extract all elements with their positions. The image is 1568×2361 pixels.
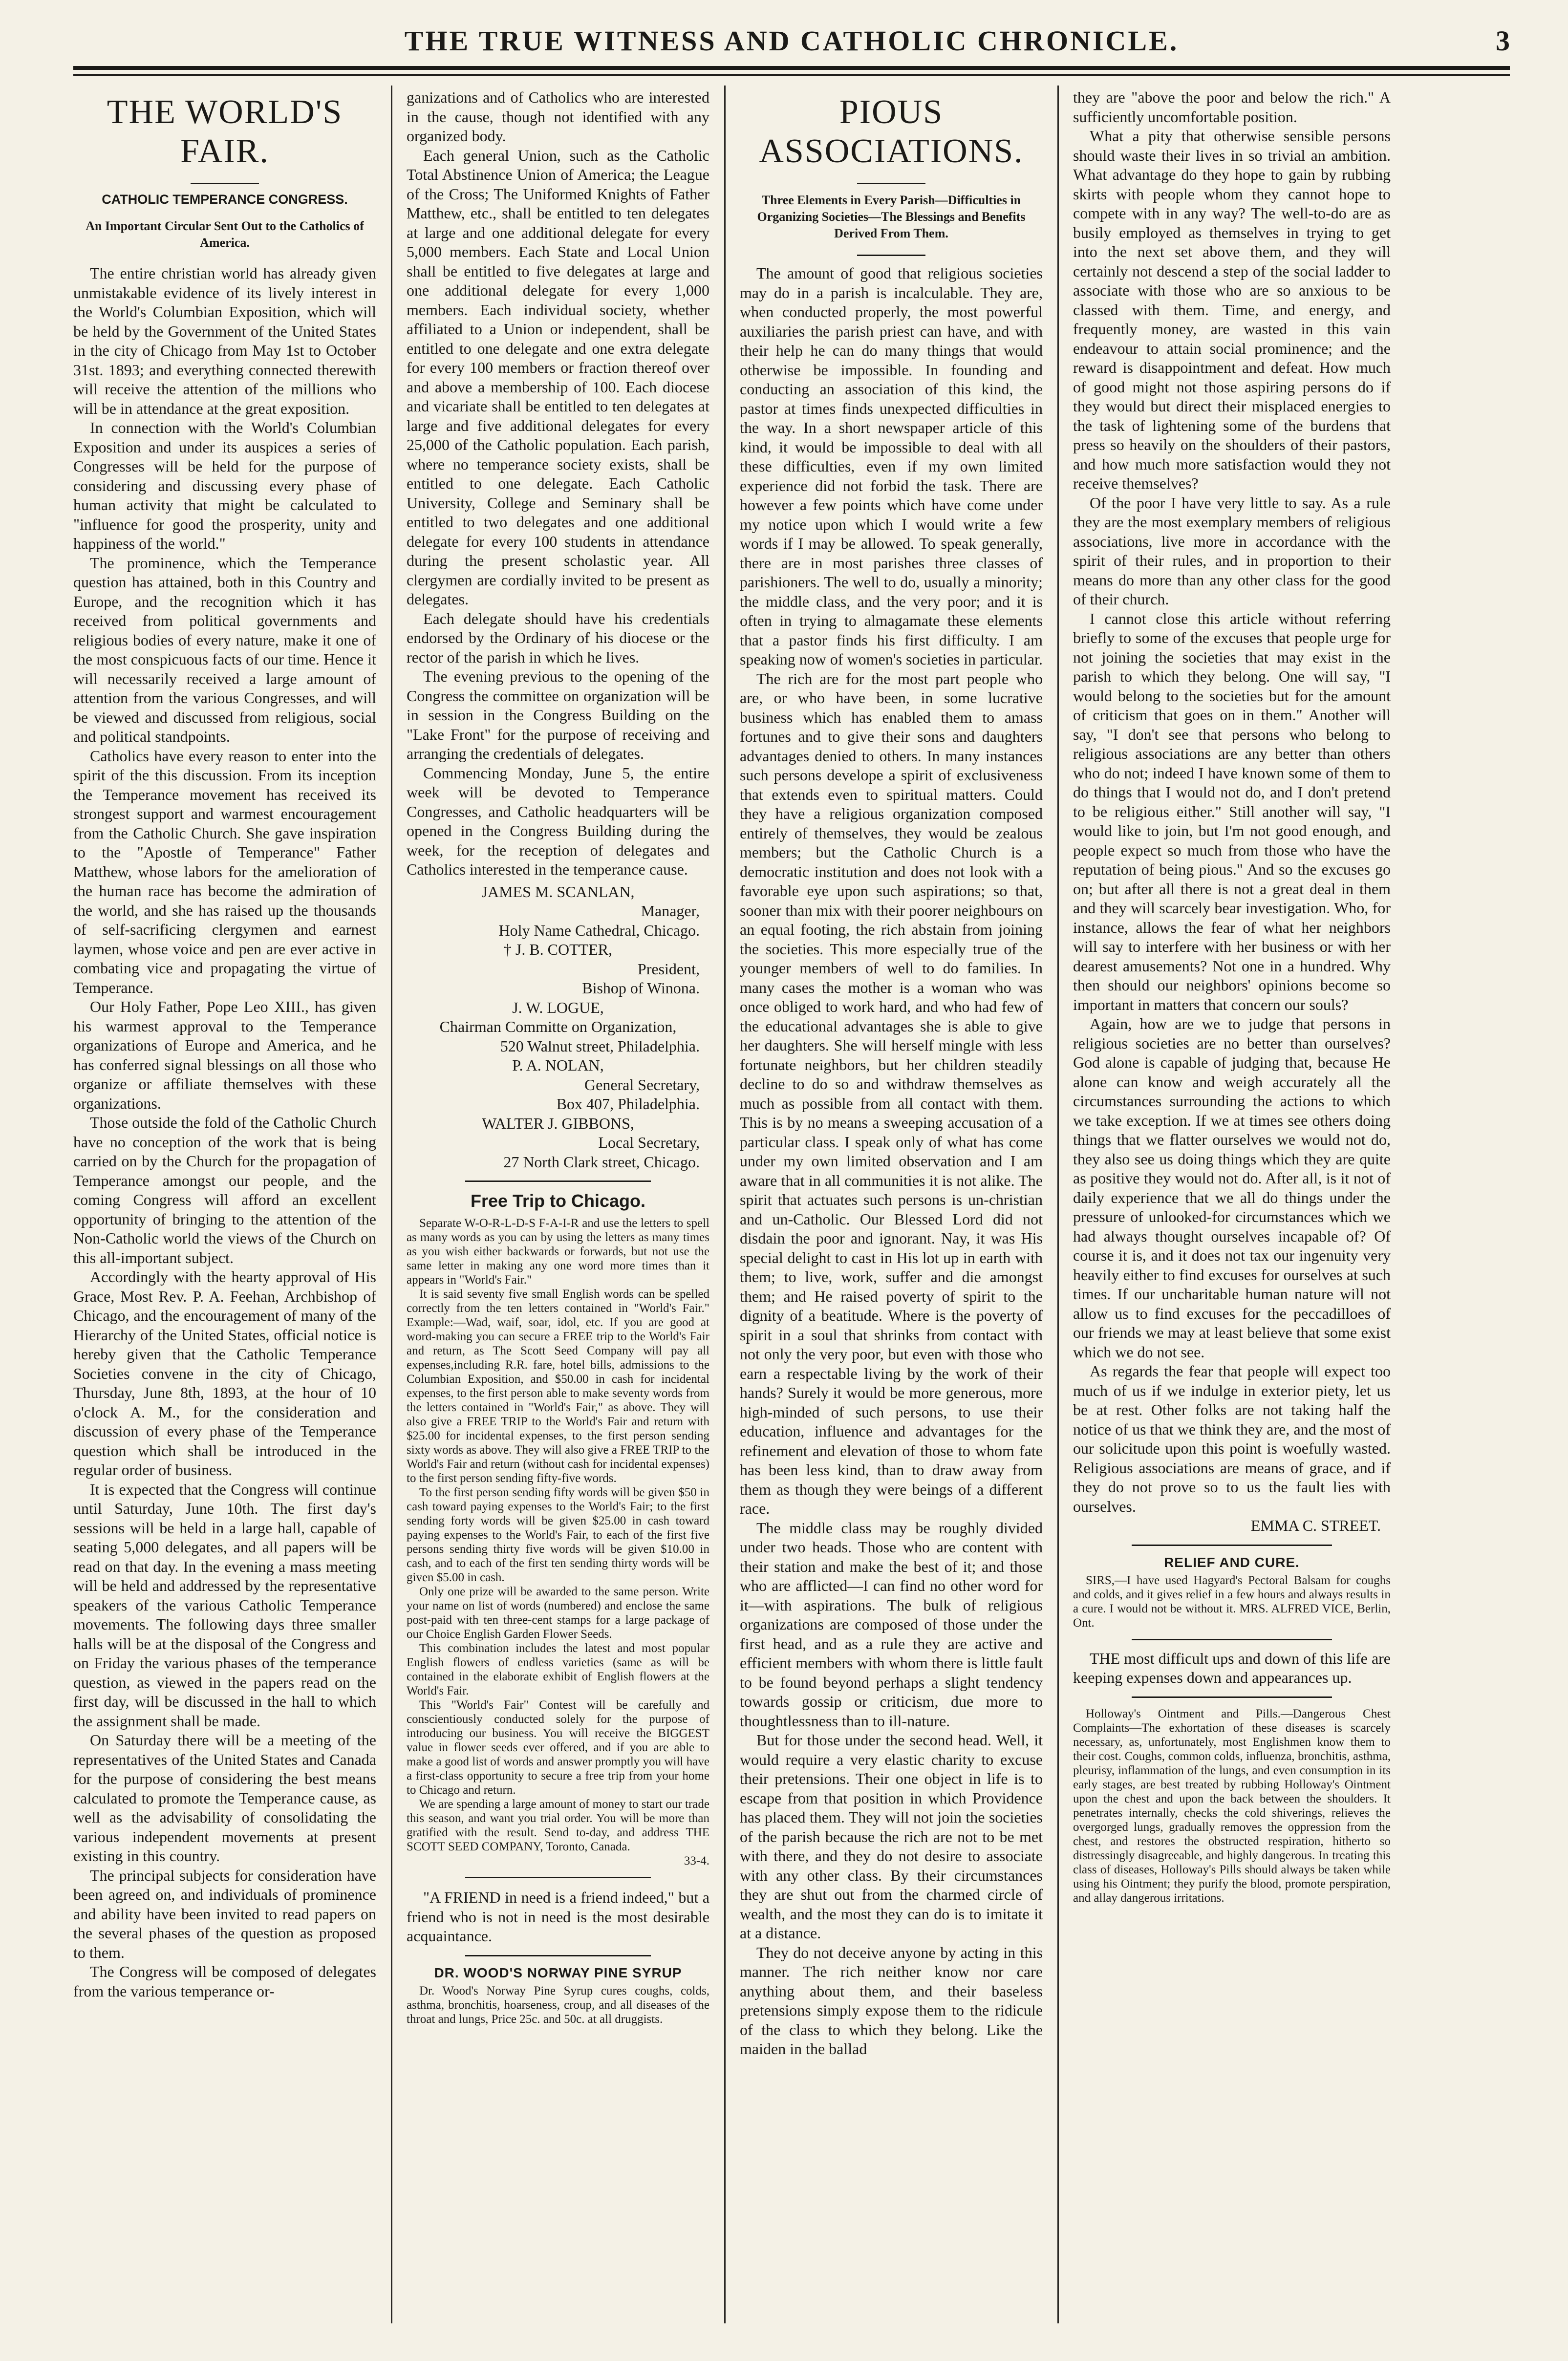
column-4 [1073, 88, 1391, 2336]
ad-title: DR. WOOD'S NORWAY PINE SYRUP [434, 1965, 682, 1980]
paragraph: The Congress will be composed of delegates from the various temperance or- [73, 1963, 376, 2000]
paragraph: Commencing Monday, June 5, the entire week will be devoted to Temperance Congresses, and Catholic headquarters will be opened in the Congress Building during the week, for the reception of delegates and Catholics interested in the temperance cause. [407, 764, 709, 878]
masthead-rule-thin [73, 74, 1510, 76]
signature-line: Holy Name Cathedral, Chicago. [498, 921, 700, 939]
separator [857, 255, 925, 256]
paragraph: Each general Union, such as the Catholic Total Abstinence Union of America; the League of the Cross; The Uniformed Knights of Father Matthew, etc., shall be entitled to ten delegates at large and one additional delegate for every 5,000 members. Each State and Local Union shall be entitled to five delegates at large and one additional delegate for every 1,000 members. Each individual society, whether affiliated to a Union or independent, shall be entitled to one delegate and one extra delegate for every 100 members or fraction thereof over and above a membership of 100. Each diocese and vicariate shall be entitled to ten delegates at large and five additional delegates for every 25,000 of the Catholic population. Each parish, where no temperance society exists, shall be entitled to one delegate. Each Catholic University, College and Seminary shall be entitled to two delegates and one additional delegate for every 100 students in attendance during the present scholastic year. All clergymen are cordially invited to be present as delegates. [407, 146, 709, 608]
paragraph: Those outside the fold of the Catholic Church have no conception of the work that is being carried on by the Church for the propagation of Temperance amongst our people, and the coming Congress will afford an excellent opportunity of bringing to the attention of the Non-Catholic world the views of the Church on this all-important subject. [73, 1114, 376, 1266]
column-1 [73, 88, 376, 2336]
column-2 [407, 88, 709, 2336]
paragraph: Our Holy Father, Pope Leo XIII., has given his warmest approval to the Temperance organizations of Europe and America, and he has conferred signal blessings on all those who organize or affiliate themselves with these organizations. [73, 998, 376, 1112]
paragraph: Catholics have every reason to enter into the spirit of the this discussion. From its inception the Temperance movement has received its strongest support and warmest encouragement from the Catholic Church. She gave inspiration to the "Apostle of Temperance" Father Matthew, whose labors for the amelioration of the human race has become the admiration of the world, and she has raised up the thousands of self-sacrificing clergymen and earnest laymen, whose voice and pen are ever active in combating vice and propagating the virtue of Temperance. [73, 747, 376, 996]
paragraph: I cannot close this article without referring briefly to some of the excuses that people urge for not joining the societies that may exist in the parish to which they belong. One will say, "I would belong to the societies but for the amount of criticism that goes on in them." Another will say, "I don't see that persons who belong to religious associations are any better than others who do not; indeed I have known some of them to do things that I would not do, and I don't pretend to be religious either." Still another will say, "I would like to join, but I'm not good enough, and people expect so much from those who have the reputation of being pious." And so the excuses go on; but after all there is not a great deal in them and they will scarcely bear investigation. Who, for instance, allows the fear of what her neighbors will say to interfere with her business or with her dearest amusements? Not one in a hundred. Why then should our neighbors' opinions become so important in matters that concern our souls? [1073, 609, 1391, 1013]
paragraph: they are "above the poor and below the rich." A sufficiently uncomfortable position. [1073, 88, 1391, 126]
contest-paragraph: It is said seventy five small English words can be spelled correctly from the ten letters contained in "World's Fair." Example:—Wad, waif, soar, idol, etc. If you are good at word-making you can secure a FREE trip to the World's Fair and return, as The Scott Seed Company will pay all expenses,including R.R. fare, hotel bills, admissions to the Columbian Exposition, and $50.00 in cash for incidental expenses, to the first person able to make seventy words from the letters contained in "World's Fair," as above. They will also give a FREE TRIP to the World's Fair and return with $25.00 for incidental expenses, to the first person sending sixty words as above. They will also give a FREE TRIP to the World's Fair and return (without cash for incidental expenses) to the first person sending fifty-five words. [407, 1288, 709, 1485]
masthead-rule-thick [73, 66, 1510, 70]
signature-line: WALTER J. GIBBONS, [482, 1114, 634, 1132]
signature-line: J. W. LOGUE, [512, 998, 604, 1016]
separator [1132, 1639, 1332, 1640]
column-divider [1057, 86, 1059, 2323]
column-divider [391, 86, 392, 2323]
article-subheading: CATHOLIC TEMPERANCE CONGRESS. [102, 192, 348, 207]
contest-paragraph: This combination includes the latest and most popular English flowers of endless varieties (same as will be contained in the elaborate exhibit of English flowers at the World's Fair. [407, 1642, 709, 1697]
newspaper-title: THE TRUE WITNESS AND CATHOLIC CHRONICLE. [404, 25, 1179, 57]
paragraph: The rich are for the most part people who are, or who have been, in some lucrative business which has enabled them to amass fortunes and to give their sons and daughters advantages denied to others. In many instances such persons develope a spirit of exclusiveness that extends even to spiritual matters. Could they have a religious organization composed entirely of themselves, they would be zealous members; but the Catholic Church is a democratic institution and does not look with a favorable eye upon such aspirations; so that, sooner than mix with their poorer neighbours on an equal footing, the rich abstain from joining the societies. This more especially true of the younger members of well to do families. In many cases the mother is a woman who was once obliged to work hard, and who had few of the educational advantages she is able to give her daughters. She will herself mingle with less fortunate neighbors, but her children steadily decline to do so and withdraw themselves as much as possible from all contact with them. This is by no means a sweeping accusation of a particular class. I speak only of what has come under my own limited observation and I am aware that in all communities it is not alike. The spirit that actuates such persons is un-christian and un-Catholic. Our Blessed Lord did not disdain the poor and ignorant. Nay, it was His special delight to cast in His lot up in earth with them; to live, work, suffer and die amongst them; and He raised poverty of spirit to the dignity of a beatitude. Where is the poverty of spirit in a soul that shrinks from contact with not only the very poor, but even with those who earn a respectable living by the work of their hands? Surely it would be more generous, more high-minded of such persons, to use their education, influence and advantages for the refinement and elevation of those to whom fate has been less kind, than to draw away from them as though they were beings of a different race. [740, 669, 1043, 1517]
paragraph: It is expected that the Congress will continue until Saturday, June 10th. The first day's sessions will be held in a large hall, capable of seating 5,000 delegates, and all papers will be read on that day. In the evening a mass meeting will be held and addressed by the representative speakers of the various Catholic Temperance movements. The following days three smaller halls will be at the disposal of the Congress and on Friday the various phases of the temperance question, as viewed in the papers read on the first day, will be discussed in the hall to which the assignment shall be made. [73, 1480, 376, 1730]
paragraph: As regards the fear that people will expect too much of us if we indulge in exterior piety, let us be at rest. Other folks are not taking half the notice of us that we think they are, and the most of our solicitude upon this point is woefully wasted. Religious associations are means of grace, and if they do not prove so to us the fault lies with ourselves. [1073, 1362, 1391, 1515]
article-heading-pious-associations: PIOUS ASSOCIATIONS. [759, 93, 1024, 170]
separator [465, 1877, 651, 1878]
relief-title: RELIEF AND CURE. [1164, 1554, 1300, 1570]
paragraph: The principal subjects for consideration have been agreed on, and individuals of prominence and ability have been invited to read papers on the several phases of the question as proposed to them. [73, 1866, 376, 1961]
contest-paragraph: Separate W-O-R-L-D-S F-A-I-R and use the letters to spell as many words as you can by using the letters as many times as you wish either backwards or forwards, but not use the same letter in making any one word more times than it appears in "World's Fair." [407, 1217, 709, 1287]
column-3 [740, 88, 1043, 2336]
contest-paragraph: Only one prize will be awarded to the same person. Write your name on list of words (numbered) and enclose the same post-paid with ten three-cent stamps for a large package of our Choice English Garden Flower Seeds. [407, 1585, 709, 1641]
signature-line: Manager, [641, 902, 700, 920]
signature-line: President, [637, 960, 700, 978]
signature-line: Bishop of Winona. [582, 979, 700, 997]
signature-line: P. A. NOLAN, [512, 1056, 604, 1074]
ad-text: Dr. Wood's Norway Pine Syrup cures coughs, colds, asthma, bronchitis, hoarseness, croup, and all diseases of the throat and lungs, Price 25c. and 50c. at all druggists. [407, 1984, 709, 2026]
paragraph: The amount of good that religious societies may do in a parish is incalculable. They are, when conducted properly, the most powerful auxiliaries the parish priest can have, and with their help he can do many things that would otherwise be impossible. In founding and conducting an association of this kind, the pastor at times finds unexpected difficulties in the way. In a short newspaper article of this kind, it would be impossible to deal with all these difficulties, even if my own limited experience did not forbid the task. There are however a few points which have come under my notice upon which I would write a few words if I may be allowed. To speak generally, there are in most parishes three classes of parishioners. The well to do, usually a minority; the middle class, and the very poor; and it is often in trying to almagamate these elements that a pastor finds his first difficulty. I am speaking now of women's societies in particular. [740, 264, 1043, 668]
separator [1132, 1545, 1332, 1546]
separator [465, 1955, 651, 1956]
signature-line: † J. B. COTTER, [503, 941, 613, 958]
signature-line: 27 North Clark street, Chicago. [503, 1153, 700, 1171]
article-deck: An Important Circular Sent Out to the Catholics of America. [86, 219, 364, 250]
paragraph: The prominence, which the Temperance question has attained, both in this Country and Europe, and the recognition which it has received from political governments and religious bodies of every nature, make it one of the most conspicuous facts of our time. Hence it will necessarily received a large amount of attention from the various Congresses, and will be viewed and discussed from religious, social and political standpoints. [73, 554, 376, 745]
signature-line: 520 Walnut street, Philadelphia. [500, 1037, 700, 1055]
contest-title: Free Trip to Chicago. [470, 1191, 646, 1211]
paragraph: The entire christian world has already given unmistakable evidence of its lively interest in the World's Columbian Exposition, which will be held by the Government of the United States in the city of Chicago from May 1st to October 31st. 1893; and everything connected therewith will receive the attention of the millions who will be in attendance at the great exposition. [73, 264, 376, 417]
paragraph: In connection with the World's Columbian Exposition and under its auspices a series of Congresses will be held for the purpose of considering and discussing every phase of human activity that might be calculated to "influence for good the prosperity, unity and happiness of the world." [73, 419, 376, 552]
article-deck: Three Elements in Every Parish—Difficulties in Organizing Societies—The Blessings and Benefits Derived From Them. [757, 193, 1026, 240]
relief-text: SIRS,—I have used Hagyard's Pectoral Balsam for coughs and colds, and it gives relief in a few hours and always results in a cure. I would not be without it. MRS. ALFRED VICE, Berlin, Ont. [1073, 1573, 1391, 1630]
separator [1132, 1696, 1332, 1698]
separator [465, 1180, 651, 1182]
contest-paragraph: We are spending a large amount of money to start our trade this season, and want you trial order. You will be more than gratified with the result. Send to-day, and address THE SCOTT SEED COMPANY, Toronto, Canada. [407, 1798, 709, 1853]
friend-quote: "A FRIEND in need is a friend indeed," but a friend who is not in need is the most desirable acquaintance. [407, 1889, 709, 1945]
holloway-ad: Holloway's Ointment and Pills.—Dangerous Chest Complaints—The exhortation of these diseases is scarcely necessary, as, unfortunately, most Englishmen know them to their cost. Coughs, common colds, influenza, bronchitis, asthma, pleurisy, inflammation of the lungs, and even consumption in its early stages, are best treated by rubbing Holloway's Ointment upon the chest and upon the back between the shoulders. It penetrates internally, checks the cold shiverings, relieves the overgorged lungs, gradually removes the oppression from the chest, and restores the obstructed respiration, hitherto so distressingly disagreeable, and highly dangerous. In treating this class of diseases, Holloway's Pills should always be taken while using his Ointment; they purify the blood, promote perspiration, and allay dangerous irritations. [1073, 1707, 1391, 1905]
page-number: 3 [1496, 25, 1510, 57]
signature-line: General Secretary, [584, 1075, 700, 1094]
signature-line: Chairman Committe on Organization, [439, 1018, 677, 1035]
signature-block [407, 882, 709, 1172]
signature-line: JAMES M. SCANLAN, [481, 882, 635, 901]
expenses-note: THE most difficult ups and down of this life are keeping expenses down and appearances up. [1073, 1649, 1391, 1686]
paragraph: Accordingly with the hearty approval of His Grace, Most Rev. P. A. Feehan, Archbishop of Chicago, and the encouragement of many of the Hierarchy of the United States, official notice is hereby given that the Catholic Temperance Societies convene in the city of Chicago, Thursday, June 8th, 1893, at the hour of 10 o'clock A. M., for the consideration and discussion of every phase of the Temperance question which shall be introduced in the regular order of business. [73, 1268, 376, 1479]
paragraph: Each delegate should have his credentials endorsed by the Ordinary of his diocese or the rector of the parish in which he lives. [407, 609, 709, 666]
paragraph: The middle class may be roughly divided under two heads. Those who are content with their station and make the best of it; and those who are afflicted—I can find no other word for it—with aspirations. The bulk of religious organizations are composed of those under the first head, and as a rule they are active and efficient members with whom there is little fault to be found beyond perhaps a slight tendency towards gossip or criticism, due more to thoughtlessness than to ill-nature. [740, 1519, 1043, 1730]
contest-code: 33-4. [684, 1854, 709, 1867]
separator [191, 183, 259, 184]
article-heading-worlds-fair: THE WORLD'S FAIR. [107, 93, 343, 170]
signature-line: Local Secretary, [598, 1134, 700, 1151]
paragraph: ganizations and of Catholics who are interested in the cause, though not identified with any organized body. [407, 88, 709, 145]
contest-paragraph: This "World's Fair" Contest will be carefully and conscientiously conducted solely for the purpose of introducing our business. You will receive the BIGGEST value in flower seeds ever offered, and if you are able to make a good list of words and answer promptly you will have a first-class opportunity to secure a free trip from your home to Chicago and return. [407, 1698, 709, 1797]
paragraph: They do not deceive anyone by acting in this manner. The rich neither know nor care anything about them, and their baseless pretensions simply expose them to the ridicule of the class to which they belong. Like the maiden in the ballad [740, 1943, 1043, 2058]
contest-paragraph: To the first person sending fifty words will be given $50 in cash toward paying expenses to the World's Fair; to the first sending forty words will be given $25.00 in cash toward paying expenses to the World's Fair, to each of the first five persons sending thirty five words will be given $10.00 in cash, and to each of the first ten sending thirty words will be given $5.00 in cash. [407, 1486, 709, 1584]
author-signature: EMMA C. STREET. [1250, 1517, 1381, 1534]
signature-line: Box 407, Philadelphia. [556, 1095, 700, 1113]
paragraph: On Saturday there will be a meeting of the representatives of the United States and Canada for the purpose of considering the best means calculated to promote the Temperance cause, as well as the advisability of consolidating the various independent movements at present existing in this country. [73, 1731, 376, 1865]
separator [857, 183, 925, 184]
paragraph: Of the poor I have very little to say. As a rule they are the most exemplary members of religious associations, live more in accordance with the spirit of their rules, and in proportion to their means do more than any other class for the good of their church. [1073, 494, 1391, 608]
paragraph: Again, how are we to judge that persons in religious societies are no better than ourselves? God alone is capable of judging that, because He alone can know and weigh accurately all the circumstances surrounding the actions to which we take exception. If we at times see others doing things that we flatter ourselves we would not do, they also see us doing things which they are quite as positive they would not do. After all, is it not of daily experience that we all do things under the pressure of unlooked-for circumstances which we had always thought ourselves incapable of? Of course it is, and it does not tax our ingenuity very heavily either to find excuses for ourselves at such times. If our uncharitable human nature will not allow us to find excuses for the peccadilloes of our friends we may at least believe that some exist which we do not see. [1073, 1015, 1391, 1361]
column-divider [724, 86, 726, 2323]
paragraph: But for those under the second head. Well, it would require a very elastic charity to excuse their pretensions. Their one object in life is to escape from that position in which Providence has placed them. They will not join the societies of the parish because the rich are not to be met with there, and they do not desire to associate with any other class. By their circumstances they are shut out from the charmed circle of wealth, and the most they can do is to imitate it at a distance. [740, 1731, 1043, 1942]
paragraph: What a pity that otherwise sensible persons should waste their lives in so trivial an ambition. What advantage do they hope to gain by rubbing skirts with people whom they cannot hope to compete with in any way? The well-to-do are as busily employed as themselves in trying to get into the next set above them, and they will certainly not descend a step of the social ladder to associate with those who are so anxious to be classed with them. Time, and energy, and frequently money, are wasted in this vain endeavour to attain social prominence; and the reward is disappointment and defeat. How much of good might not those aspiring persons do if they would but direct their misplaced energies to the task of lightening some of the burdens that press so heavily on the shoulders of their pastors, and how much more satisfaction would they not receive themselves? [1073, 127, 1391, 492]
paragraph: The evening previous to the opening of the Congress the committee on organization will be in session in the Congress Building on the "Lake Front" for the purpose of receiving and arranging the credentials of delegates. [407, 667, 709, 762]
